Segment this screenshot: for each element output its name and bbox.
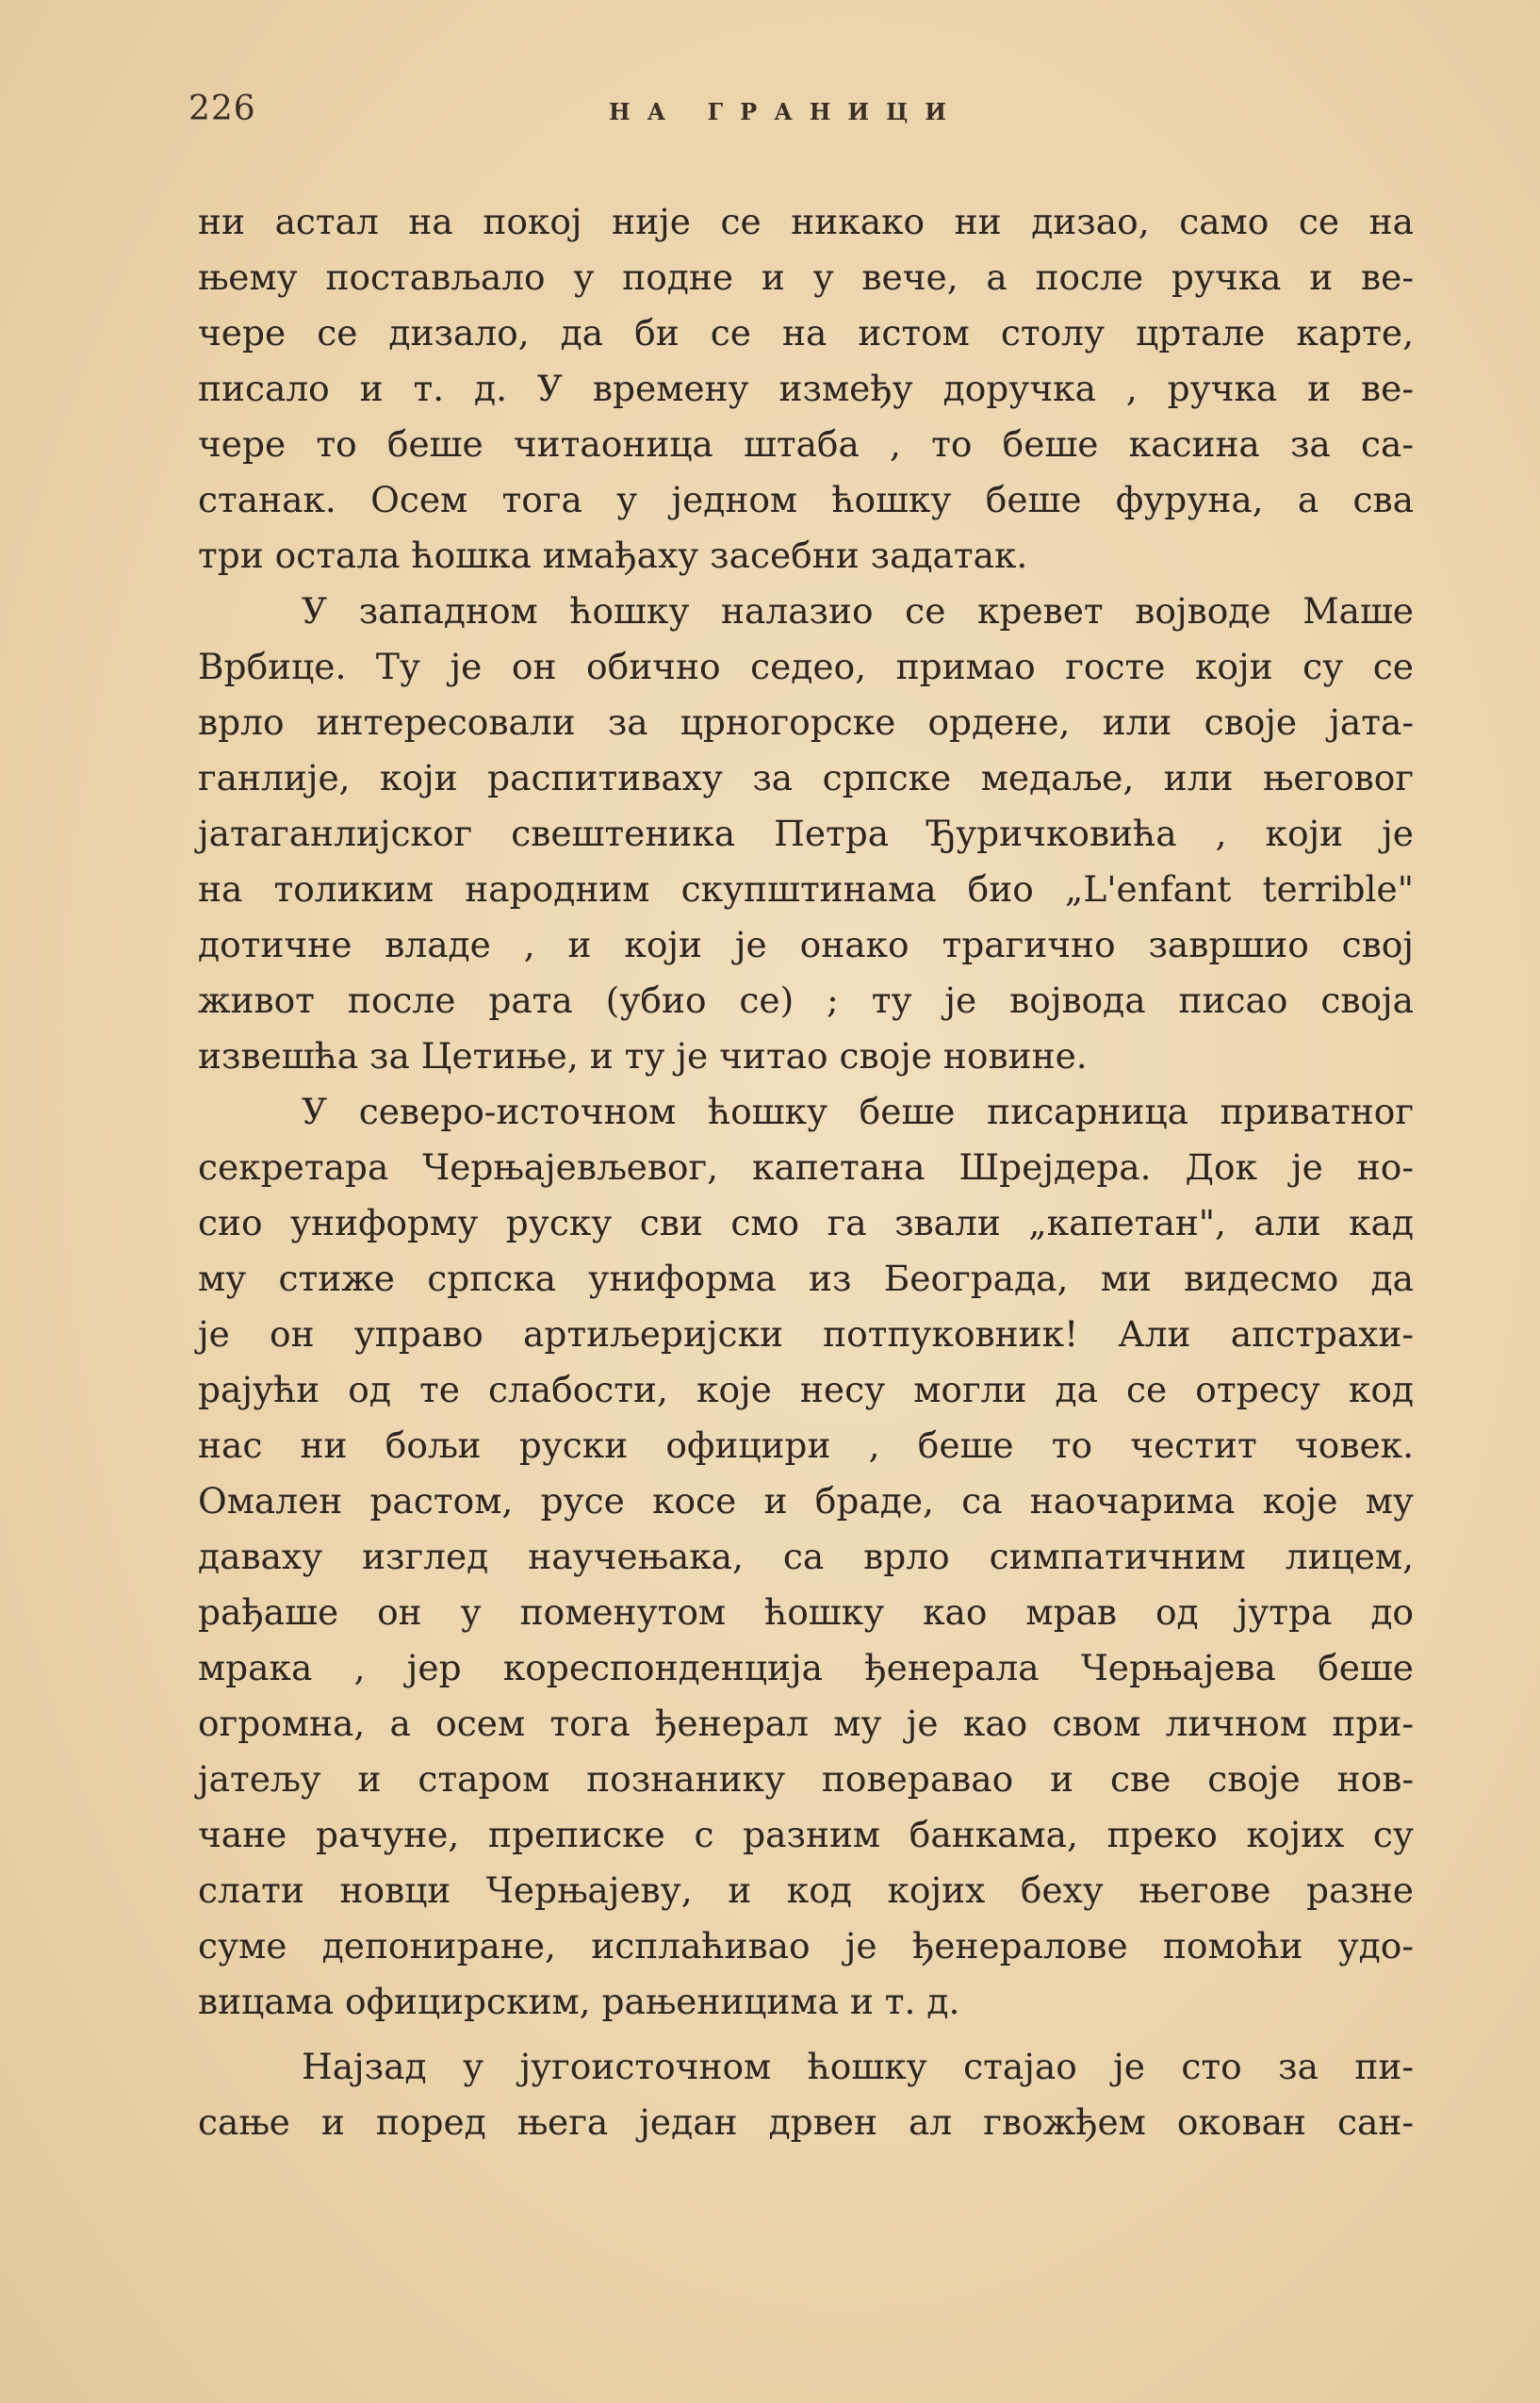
text-line: рађаше он у поменутом ћошку као мрав од јутра до bbox=[198, 1591, 1414, 1633]
body-text bbox=[198, 194, 1414, 2150]
text-line: извешћа за Цетиње, и ту је читао своје новине. bbox=[198, 1035, 1088, 1077]
text-line: суме депониране, исплаћивао је ђенералове помоћи удо- bbox=[198, 1925, 1414, 1967]
text-line: даваху изглед научењака, са врло симпатичним лицем, bbox=[198, 1536, 1414, 1577]
paragraph-2 bbox=[198, 584, 1414, 1084]
paragraph-4 bbox=[198, 2039, 1414, 2150]
text-line: њему постављало у подне и у вече, а после ручка и ве- bbox=[198, 256, 1414, 298]
text-line: је он управо артиљеријски потпуковник! Али апстрахи- bbox=[198, 1313, 1414, 1355]
text-line: ганлије, који распитиваху за српске медаље, или његовог bbox=[198, 757, 1414, 798]
text-line: на толиким народним скупштинама био „L'enfant terrible" bbox=[198, 868, 1414, 910]
text-line: дотичне владе , и који је онако трагично завршио свој bbox=[198, 924, 1414, 965]
text-line: чере се дизало, да би се на истом столу цртале карте, bbox=[198, 312, 1414, 354]
text-line: слати новци Черњајеву, и код којих беху његове разне bbox=[198, 1869, 1414, 1911]
text-line: писало и т. д. У времену између доручка , ручка и ве- bbox=[198, 368, 1414, 409]
text-line: огромна, а осем тога ђенерал му је као свом личном при- bbox=[198, 1703, 1414, 1744]
text-line: чере то беше читаоница штаба , то беше касина за са- bbox=[198, 423, 1414, 465]
text-line: сио униформу руску сви смо га звали „капетан", али кад bbox=[198, 1202, 1414, 1243]
text-line: чане рачуне, преписке с разним банкама, преко којих су bbox=[198, 1814, 1414, 1855]
text-line: мрака , јер кореспонденција ђенерала Черњајева беше bbox=[198, 1647, 1414, 1688]
text-line: Врбице. Ту је он обично седео, примао госте који су се bbox=[198, 646, 1414, 687]
text-line: ни астал на покој није се никако ни дизао, само се на bbox=[198, 201, 1414, 242]
page-number: 226 bbox=[188, 90, 256, 128]
text-line: Најзад у југоисточном ћошку стајао је сто за пи- bbox=[302, 2046, 1414, 2087]
paragraph-1 bbox=[198, 194, 1414, 584]
text-line: врло интересовали за црногорске ордене, или своје јата- bbox=[198, 701, 1414, 743]
text-line: јатаганлијског свештеника Петра Ђуричковића , који је bbox=[198, 813, 1414, 854]
text-line: живот после рата (убио се) ; ту је војвода писао своја bbox=[198, 979, 1414, 1021]
text-line: три остала ћошка имађаху засебни задатак. bbox=[198, 535, 1028, 576]
text-line: сање и поред њега један дрвен ал гвожђем окован сан- bbox=[198, 2101, 1414, 2143]
text-line: јатељу и старом познанику поверавао и све своје нов- bbox=[198, 1758, 1414, 1800]
text-line: У северо-источном ћошку беше писарница приватног bbox=[302, 1091, 1414, 1132]
running-head: НА ГРАНИЦИ bbox=[609, 98, 963, 125]
text-line: вицама официрским, рањеницима и т. д. bbox=[198, 1981, 960, 2022]
text-line: му стиже српска униформа из Београда, ми видесмо да bbox=[198, 1258, 1414, 1299]
text-line: рајући од те слабости, које несу могли да се отресу код bbox=[198, 1369, 1414, 1410]
text-line: У западном ћошку налазио се кревет војводе Маше bbox=[302, 590, 1414, 632]
text-line: Омален растом, русе косе и браде, са наочарима које му bbox=[198, 1480, 1414, 1522]
text-line: станак. Осем тога у једном ћошку беше фуруна, а сва bbox=[198, 479, 1414, 520]
paragraph-3 bbox=[198, 1084, 1414, 2030]
text-line: секретара Черњајевљевог, капетана Шрејдера. Док је но- bbox=[198, 1146, 1414, 1188]
text-line: нас ни бољи руски официри , беше то честит човек. bbox=[198, 1424, 1414, 1466]
